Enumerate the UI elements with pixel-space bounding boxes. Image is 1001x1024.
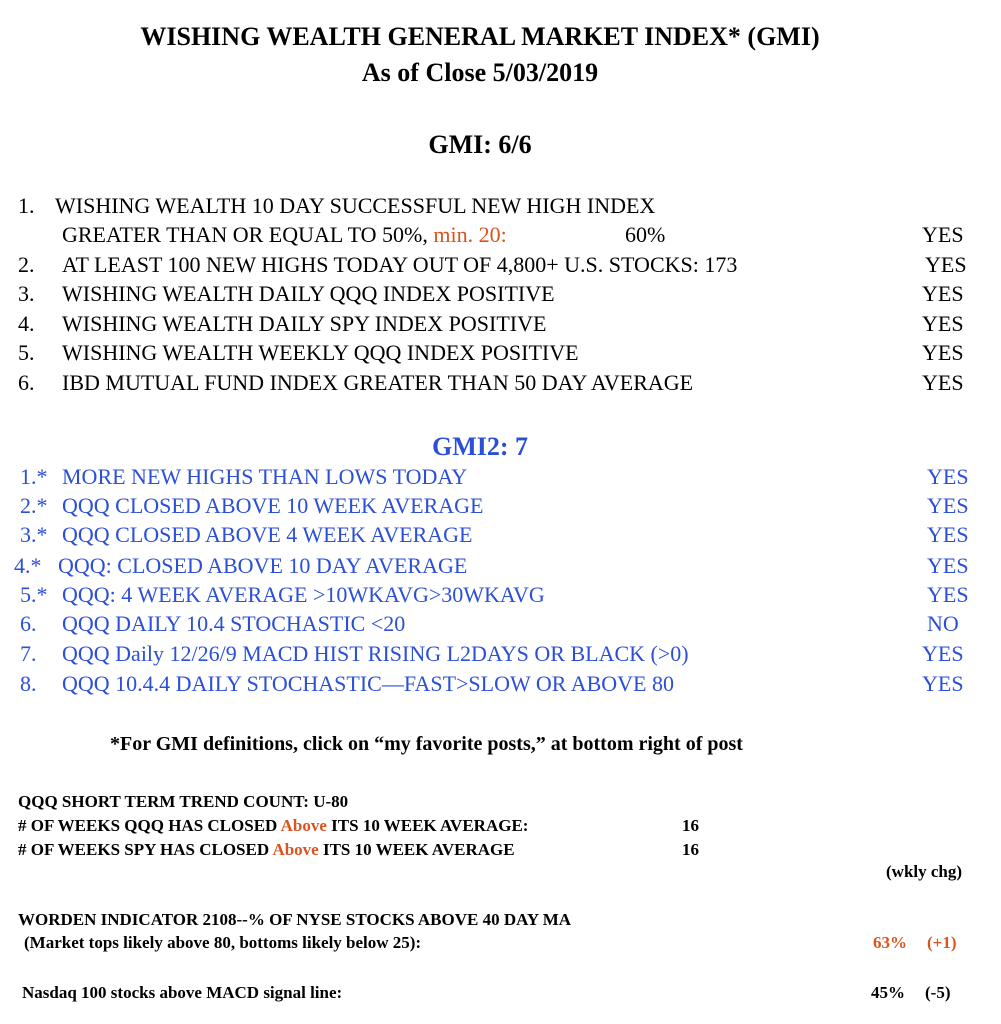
gmi-score: GMI: 6/6	[428, 130, 532, 159]
gmi-item-2-answer: YES	[925, 252, 967, 277]
short-term-trend-count: QQQ SHORT TERM TREND COUNT: U-80	[18, 792, 349, 811]
spy-weeks-label: # OF WEEKS SPY HAS CLOSED	[18, 840, 270, 859]
gmi2-item-6-answer: NO	[927, 611, 959, 636]
gmi2-item-5-text: QQQ: 4 WEEK AVERAGE >10WKAVG>30WKAVG	[62, 582, 545, 607]
spy-weeks-value: 16	[682, 840, 699, 859]
gmi2-item-3-text: QQQ CLOSED ABOVE 4 WEEK AVERAGE	[62, 522, 473, 547]
gmi-item-1-answer: YES	[922, 222, 964, 247]
gmi2-item-2-answer: YES	[927, 493, 969, 518]
gmi-item-2-text: AT LEAST 100 NEW HIGHS TODAY OUT OF 4,800+ U.S. STOCKS: 173	[62, 252, 738, 277]
spy-weeks-label-end: ITS 10 WEEK AVERAGE	[322, 840, 515, 859]
worden-indicator-note: (Market tops likely above 80, bottoms likely below 25):	[24, 933, 422, 952]
qqq-weeks-label-end: ITS 10 WEEK AVERAGE:	[331, 816, 529, 835]
worden-indicator-value: 63%	[873, 933, 907, 952]
gmi-item-4-text: WISHING WEALTH DAILY SPY INDEX POSITIVE	[62, 311, 547, 336]
weekly-change-label: (wkly chg)	[886, 862, 963, 881]
spy-weeks-above: Above	[272, 840, 319, 859]
qqq-weeks-label: # OF WEEKS QQQ HAS CLOSED	[18, 816, 278, 835]
gmi2-item-5-number: 5.*	[20, 582, 48, 607]
worden-indicator-label: WORDEN INDICATOR 2108--% OF NYSE STOCKS ABOVE 40 DAY MA	[18, 910, 572, 929]
qqq-weeks-value: 16	[682, 816, 699, 835]
gmi2-item-2-text: QQQ CLOSED ABOVE 10 WEEK AVERAGE	[62, 493, 484, 518]
gmi2-item-3-answer: YES	[927, 522, 969, 547]
nasdaq-macd-value: 45%	[871, 983, 905, 1002]
spy-weeks-line	[18, 840, 515, 860]
gmi2-item-3-number: 3.*	[20, 522, 48, 547]
page-title: WISHING WEALTH GENERAL MARKET INDEX* (GMI)	[140, 22, 820, 51]
gmi-item-1-text: WISHING WEALTH 10 DAY SUCCESSFUL NEW HIGH INDEX	[55, 193, 656, 218]
gmi-item-4-answer: YES	[922, 311, 964, 336]
as-of-date: As of Close 5/03/2019	[361, 58, 599, 87]
qqq-weeks-line	[18, 816, 528, 836]
worden-indicator-change: (+1)	[927, 933, 957, 952]
gmi-item-4-number: 4.	[18, 311, 35, 336]
gmi2-item-4-answer: YES	[927, 553, 969, 578]
gmi2-item-7-answer: YES	[922, 641, 964, 666]
gmi2-item-7-text: QQQ Daily 12/26/9 MACD HIST RISING L2DAYS OR BLACK (>0)	[62, 641, 689, 666]
qqq-weeks-above: Above	[280, 816, 327, 835]
gmi-item-5-answer: YES	[922, 340, 964, 365]
gmi2-item-5-answer: YES	[927, 582, 969, 607]
gmi-item-6-number: 6.	[18, 370, 35, 395]
gmi-item-6-text: IBD MUTUAL FUND INDEX GREATER THAN 50 DAY AVERAGE	[62, 370, 694, 395]
gmi-item-6-answer: YES	[922, 370, 964, 395]
gmi2-score: GMI2: 7	[431, 432, 529, 461]
gmi-item-5-number: 5.	[18, 340, 35, 365]
gmi-item-3-number: 3.	[18, 281, 35, 306]
gmi2-item-4-number: 4.*	[14, 553, 42, 578]
gmi-item-2-number: 2.	[18, 252, 35, 277]
nasdaq-macd-change: (-5)	[925, 983, 951, 1002]
gmi-item-1-line2-text: GREATER THAN OR EQUAL TO 50%,	[62, 222, 428, 247]
gmi2-item-6-text: QQQ DAILY 10.4 STOCHASTIC <20	[62, 611, 406, 636]
gmi2-item-2-number: 2.*	[20, 493, 48, 518]
gmi-item-1-value: 60%	[625, 222, 666, 247]
gmi2-item-8-answer: YES	[922, 671, 964, 696]
gmi-item-5-text: WISHING WEALTH WEEKLY QQQ INDEX POSITIVE	[62, 340, 579, 365]
gmi2-item-7-number: 7.	[20, 641, 37, 666]
gmi2-item-8-number: 8.	[20, 671, 37, 696]
gmi-item-1-line2	[62, 222, 507, 248]
gmi2-item-1-answer: YES	[927, 464, 969, 489]
gmi-item-1-number: 1.	[18, 193, 35, 218]
gmi2-item-1-text: MORE NEW HIGHS THAN LOWS TODAY	[62, 464, 468, 489]
gmi-item-1-min: min. 20:	[433, 222, 507, 247]
gmi-item-3-text: WISHING WEALTH DAILY QQQ INDEX POSITIVE	[62, 281, 555, 306]
definitions-note: *For GMI definitions, click on “my favorite posts,” at bottom right of post	[110, 733, 743, 755]
nasdaq-macd-label: Nasdaq 100 stocks above MACD signal line:	[22, 983, 343, 1002]
gmi-item-3-answer: YES	[922, 281, 964, 306]
gmi2-item-1-number: 1.*	[20, 464, 48, 489]
gmi2-item-8-text: QQQ 10.4.4 DAILY STOCHASTIC—FAST>SLOW OR ABOVE 80	[62, 671, 674, 696]
gmi2-item-4-text: QQQ: CLOSED ABOVE 10 DAY AVERAGE	[58, 553, 468, 578]
gmi2-item-6-number: 6.	[20, 611, 37, 636]
